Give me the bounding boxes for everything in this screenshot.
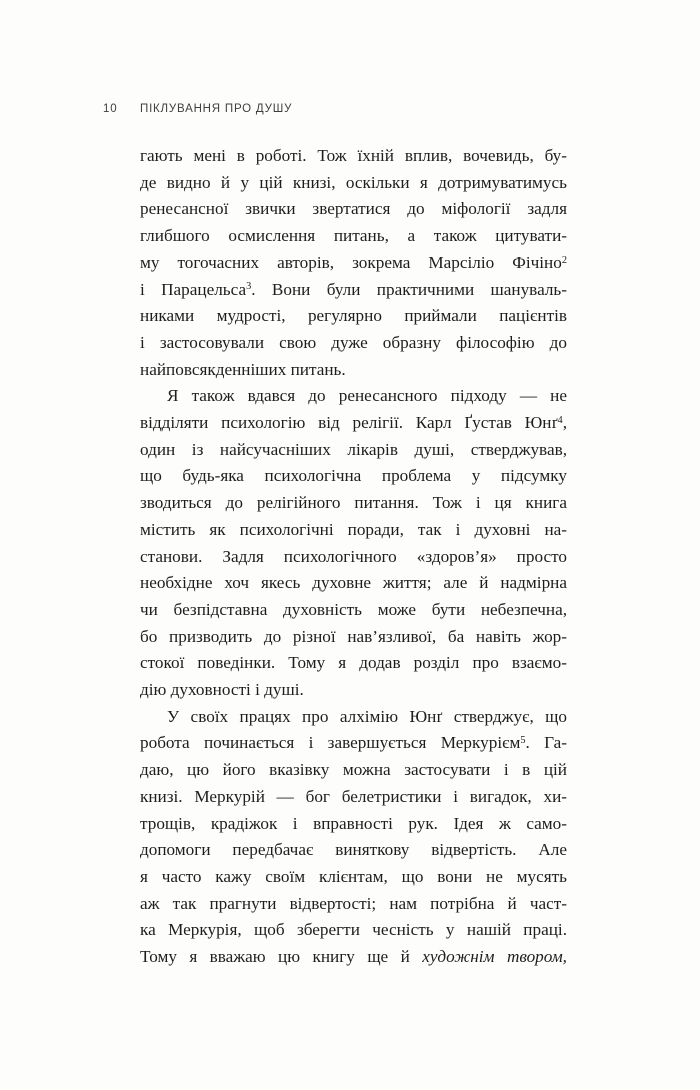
text-line: допомоги передбачає виняткову відвертість. Але (140, 840, 567, 860)
text-line (140, 250, 567, 277)
page-header (103, 103, 563, 115)
text-line: я часто кажу своїм клієнтам, що вони не мусять (140, 866, 567, 886)
paragraph (140, 704, 567, 971)
text-line: чи безпідставна духовність може бути небезпечна, (140, 599, 567, 619)
text-line: У своїх працях про алхімію Юнґ стверджує, що (167, 706, 567, 726)
text-segment: Тому я вважаю цю книгу ще й (140, 947, 423, 967)
footnote-marker: 4 (557, 414, 563, 426)
paragraph (140, 143, 567, 383)
footnote-marker: 5 (520, 735, 526, 747)
text-block (140, 143, 567, 971)
page-number: 10 (103, 103, 118, 115)
text-line: де видно й у цій книзі, оскільки я дотримуватимусь (140, 172, 567, 192)
text-line: дію духовності і душі. (140, 680, 304, 700)
text-line: найповсякденніших питань. (140, 359, 346, 379)
text-segment: . Вони були практичними шануваль- (251, 279, 567, 299)
text-line (140, 730, 567, 757)
text-segment: му тогочасних авторів, зокрема Марсіліо Фічіно (140, 252, 562, 272)
paragraph (140, 383, 567, 703)
text-line: стокої поведінки. Тому я додав розділ про взаємо- (140, 653, 567, 673)
footnote-marker: 2 (561, 254, 567, 266)
text-line: містить як психологічні поради, так і духовні на- (140, 519, 567, 539)
text-line: і застосовували свою дуже образну філософію до (140, 332, 567, 352)
text-line (140, 277, 567, 304)
text-segment: відділяти психологію від релігії. Карл Ґустав Юнґ (140, 413, 558, 433)
text-line: глибшого осмислення питань, а також цитувати- (140, 226, 567, 246)
text-line (140, 944, 567, 971)
text-line: необхідне хоч якесь духовне життя; але й надмірна (140, 573, 567, 593)
footnote-marker: 3 (246, 281, 252, 293)
text-line: книзі. Меркурій — бог белетристики і вигадок, хи- (140, 786, 567, 806)
text-line: ренесансної звички звертатися до міфології задля (140, 199, 567, 219)
text-segment: . Га- (525, 733, 567, 753)
text-line: даю, цю його вказівку можна застосувати і в цій (140, 760, 567, 780)
text-line: один із найсучасніших лікарів душі, стверджував, (140, 439, 567, 459)
text-line: зводиться до релігійного питання. Тож і ця книга (140, 493, 567, 513)
text-line: що будь-яка психологічна проблема у підсумку (140, 466, 567, 486)
running-head: ПІКЛУВАННЯ ПРО ДУШУ (140, 103, 293, 115)
text-line: трощів, крадіжок і вправності рук. Ідея ж само- (140, 813, 567, 833)
text-line: никами мудрості, регулярно приймали пацієнтів (140, 306, 567, 326)
text-line: аж так прагнути відвертості; нам потрібна й част- (140, 893, 567, 913)
italic-text: художнім твором, (422, 947, 567, 967)
text-line: Я також вдався до ренесансного підходу — не (167, 386, 567, 406)
text-line: бо призводить до різної нав’язливої, ба навіть жор- (140, 626, 567, 646)
text-line: ка Меркурія, щоб зберегти чесність у нашій праці. (140, 920, 567, 940)
text-line: гають мені в роботі. Тож їхній вплив, вочевидь, бу- (140, 146, 567, 165)
text-line: станови. Задля психологічного «здоров’я» просто (140, 546, 567, 566)
text-line (140, 410, 567, 437)
text-segment: і Парацельса (140, 279, 247, 299)
text-segment: робота починається і завершується Меркурієм (140, 733, 521, 753)
text-segment: , (562, 413, 567, 433)
